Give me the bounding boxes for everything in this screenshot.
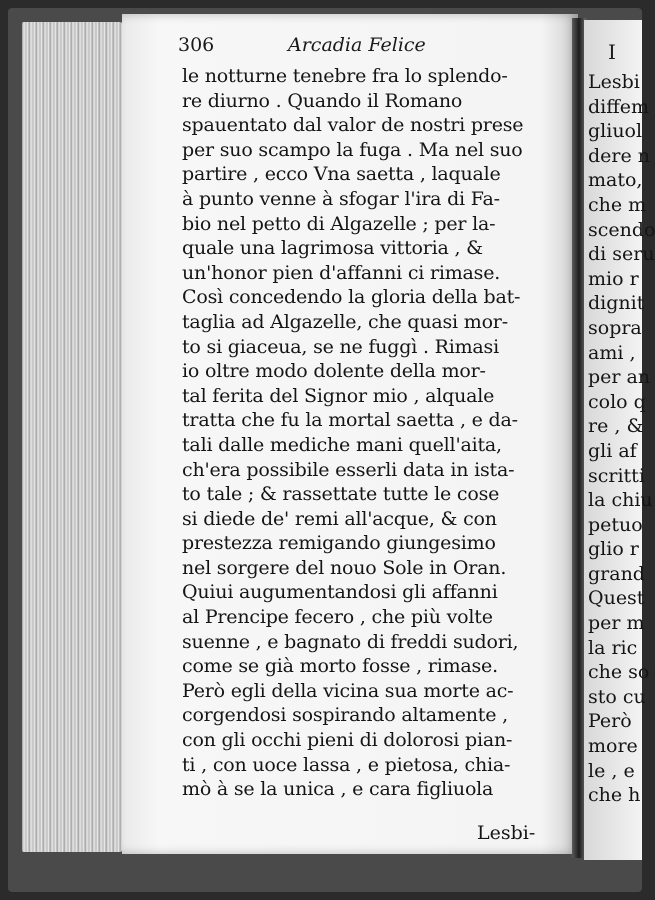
page-number: 306: [178, 34, 215, 56]
right-text-line: scendo: [588, 218, 655, 241]
text-line: partire , ecco Vna saetta , laquale: [182, 163, 501, 186]
text-line: corgendosi sospirando altamente ,: [182, 704, 508, 727]
text-line: suenne , e bagnato di freddi sudori,: [182, 630, 519, 653]
running-title: Arcadia Felice: [288, 34, 426, 56]
right-text-line: di seru: [588, 243, 655, 266]
body-text: [182, 64, 564, 802]
right-text-line: Lesbi: [588, 71, 640, 93]
right-page-header: I: [608, 40, 616, 64]
right-text-line: Quest: [588, 587, 645, 610]
text-line: per suo scampo la fuga . Ma nel suo: [182, 138, 523, 161]
right-text-line: per an: [588, 366, 651, 389]
text-line: to tale ; & rassettate tutte le cose: [182, 483, 500, 506]
text-line: tal ferita del Signor mio , alquale: [182, 384, 495, 407]
text-line: al Prencipe fecero , che più volte: [182, 606, 493, 629]
right-text-line: Però: [588, 710, 632, 733]
text-line: Però egli della vicina sua morte ac-: [182, 679, 514, 702]
text-line: bio nel petto di Algazelle ; per la-: [182, 212, 496, 235]
right-text-line: la ric: [588, 636, 638, 659]
right-text-line: mio r: [588, 267, 639, 290]
text-line: ch'era possibile esserli data in ista-: [182, 458, 515, 481]
text-line: con gli occhi pieni di dolorosi pian-: [182, 729, 513, 752]
text-line: nel sorgere del nouo Sole in Oran.: [182, 556, 507, 579]
text-line: come se già morto fosse , rimase.: [182, 655, 498, 678]
right-text-line: glio r: [588, 538, 639, 561]
right-text-line: che so: [588, 661, 650, 684]
right-text-line: more: [588, 735, 638, 758]
right-text-line: mato,: [588, 169, 643, 192]
right-text-line: grand: [588, 562, 645, 585]
right-text-line: ami ,: [588, 341, 636, 364]
right-page: [584, 20, 655, 860]
text-line: prestezza remigando giungesimo: [182, 532, 496, 555]
right-text-line: che m: [588, 193, 647, 216]
text-line: to si giaceua, se ne fuggì . Rimasi: [182, 335, 499, 358]
text-line: Quiui augumentandosi gli affanni: [182, 581, 498, 604]
right-text-line: la chiu: [588, 489, 653, 512]
text-line: io oltre modo dolente della mor-: [182, 360, 486, 383]
text-line: à punto venne à sfogar l'ira di Fa-: [182, 187, 500, 210]
text-line: Così concedendo la gloria della bat-: [182, 286, 521, 309]
right-text-line: diffem: [588, 95, 649, 118]
text-line: spauentato dal valor de nostri prese: [182, 114, 524, 137]
text-line: taglia ad Algazelle, che quasi mor-: [182, 310, 508, 333]
text-line: tratta che fu la mortal saetta , e da-: [182, 409, 518, 432]
left-page: [122, 14, 578, 854]
text-line: le notturne tenebre fra lo splendo-: [182, 65, 508, 87]
right-text-line: re , &: [588, 415, 644, 438]
page-edges: [22, 22, 122, 852]
catchword: Lesbi-: [477, 822, 536, 844]
text-line: tali dalle mediche mani quell'aita,: [182, 433, 502, 456]
right-text-line: le , e: [588, 759, 635, 782]
right-text-line: petuo: [588, 513, 643, 536]
text-line: un'honor pien d'affanni ci rimase.: [182, 261, 501, 284]
text-line: quale una lagrimosa vittoria , &: [182, 237, 483, 260]
right-text-line: dignit: [588, 292, 645, 315]
right-text-line: per m: [588, 612, 645, 635]
right-body-text: [588, 70, 655, 808]
right-text-line: colo q: [588, 390, 646, 413]
text-line: ti , con uoce lassa , e pietosa, chia-: [182, 753, 511, 776]
text-line: re diurno . Quando il Romano: [182, 89, 463, 112]
right-text-line: sopra: [588, 316, 642, 339]
right-text-line: scritti: [588, 464, 645, 487]
page-header: [178, 34, 568, 64]
right-text-line: sto cu: [588, 685, 646, 708]
text-line: si diede de' remi all'acque, & con: [182, 507, 497, 530]
text-line: mò à se la unica , e cara figliuola: [182, 778, 494, 801]
right-text-line: gliuol: [588, 120, 643, 143]
right-text-line: gli af: [588, 439, 637, 462]
right-text-line: che h: [588, 784, 641, 807]
right-text-line: dere n: [588, 144, 651, 167]
